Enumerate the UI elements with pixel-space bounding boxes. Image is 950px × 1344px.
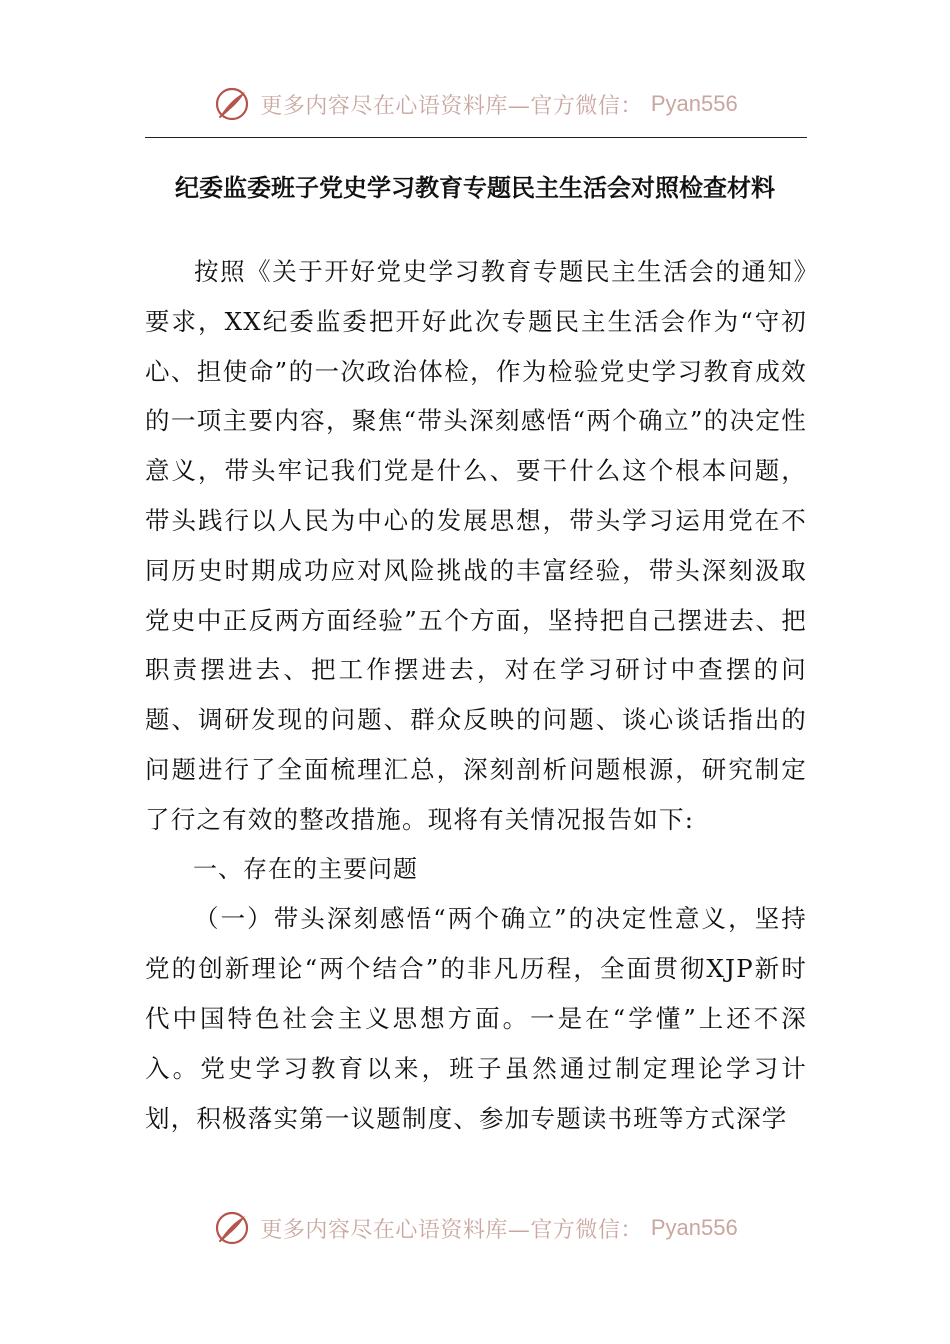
section-paragraph: （一）带头深刻感悟“两个确立”的决定性意义，坚持党的创新理论“两个结合”的非凡历程，全面贯彻XJP新时代中国特色社会主义思想方面。一是在“学懂”上还不深入。党史学习教育以来，班子虽然通过制定理论学习计划，积极落实第一议题制度、参加专题读书班等方式深学	[145, 904, 807, 1133]
quill-logo-icon	[212, 84, 252, 124]
watermark-footer	[0, 1206, 950, 1250]
quill-logo-icon	[212, 1208, 252, 1248]
document-title: 纪委监委班子党史学习教育专题民主生活会对照检查材料	[175, 174, 775, 202]
intro-paragraph: 按照《关于开好党史学习教育专题民主生活会的通知》要求，XX纪委监委把开好此次专题民主生活会作为“守初心、担使命”的一次政治体检，作为检验党史学习教育成效的一项主要内容，聚焦“带头深刻感悟“两个确立”的决定性意义，带头牢记我们党是什么、要干什么这个根本问题，带头践行以人民为中心的发展思想，带头学习运用党在不同历史时期成功应对风险挑战的丰富经验，带头深刻汲取党史中正反两方面经验”五个方面，坚持把自己摆进去、把职责摆进去、把工作摆进去，对在学习研讨中查摆的问题、调研发现的问题、群众反映的问题、谈心谈话指出的问题进行了全面梳理汇总，深刻剖析问题根源，研究制定了行之有效的整改措施。现将有关情况报告如下:	[145, 257, 807, 834]
watermark-wechat-id: Pyan556	[650, 1215, 738, 1240]
document-body	[145, 247, 807, 1143]
watermark-text: 更多内容尽在心语资料库—官方微信：	[260, 1217, 643, 1243]
section-heading: 一、存在的主要问题	[193, 854, 418, 883]
watermark-wechat-id: Pyan556	[650, 91, 738, 116]
watermark-text: 更多内容尽在心语资料库—官方微信：	[260, 93, 643, 119]
watermark-header	[0, 82, 950, 126]
header-divider	[145, 137, 807, 138]
